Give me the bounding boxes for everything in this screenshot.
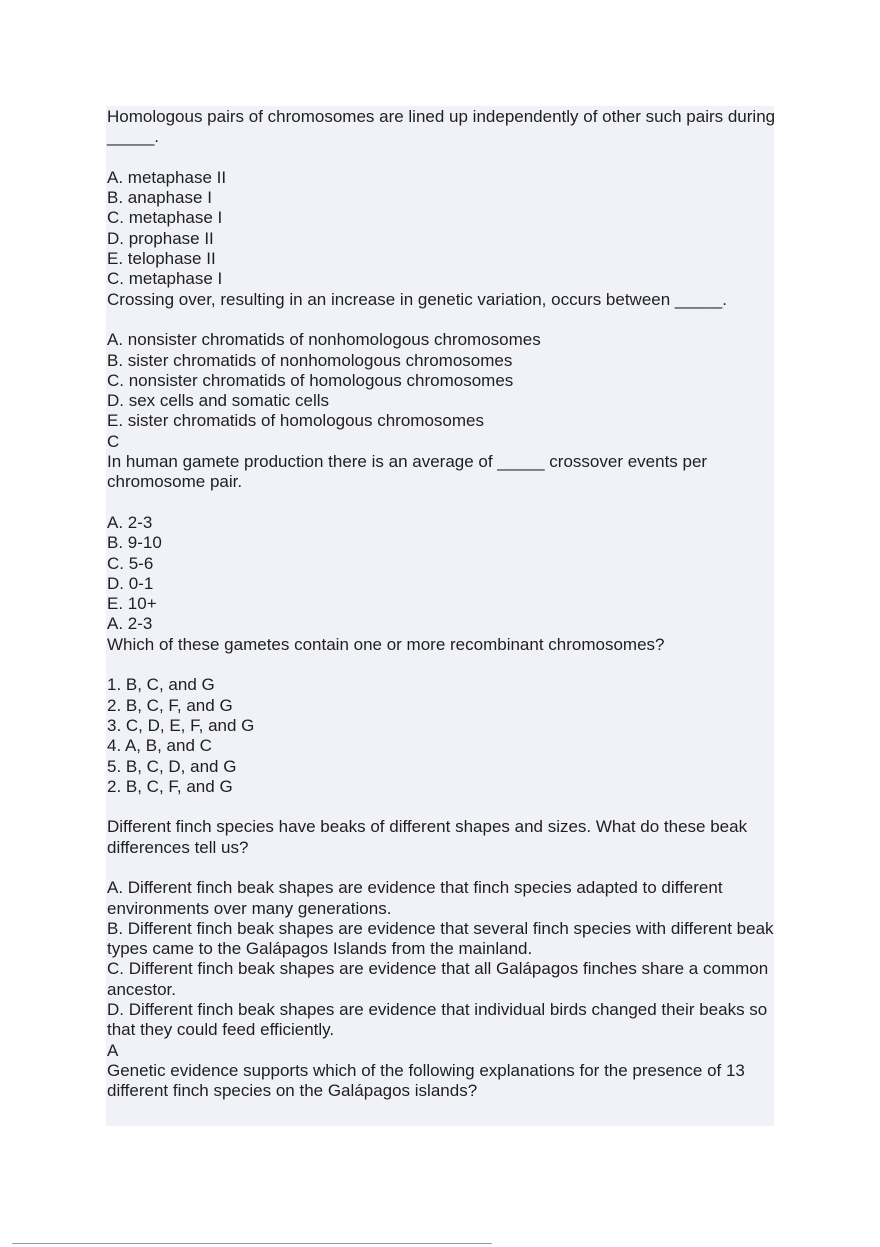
- document-body: [107, 107, 780, 1102]
- answer-key: 2. B, C, F, and G: [107, 776, 233, 796]
- answer-option: E. sister chromatids of homologous chromosomes: [107, 411, 484, 431]
- answer-option: C. Different finch beak shapes are evidence that all Galápagos finches share a common ancestor.: [107, 959, 773, 999]
- question-prompt: Which of these gametes contain one or more recombinant chromosomes?: [107, 634, 665, 654]
- answer-option: D. 0-1: [107, 573, 154, 593]
- answer-option: 3. C, D, E, F, and G: [107, 715, 255, 735]
- answer-option: B. anaphase I: [107, 188, 212, 208]
- answer-option: E. 10+: [107, 594, 157, 614]
- answer-option: A. 2-3: [107, 512, 153, 532]
- answer-option: C. metaphase I: [107, 208, 223, 228]
- answer-option: B. 9-10: [107, 533, 162, 553]
- answer-option: D. Different finch beak shapes are evidence that individual birds changed their beaks so that they could feed efficiently.: [107, 1000, 772, 1040]
- answer-option: C. nonsister chromatids of homologous chromosomes: [107, 370, 514, 390]
- answer-option: 5. B, C, D, and G: [107, 756, 237, 776]
- question-prompt: Crossing over, resulting in an increase in genetic variation, occurs between _____.: [107, 289, 727, 309]
- question-prompt: Homologous pairs of chromosomes are lined up independently of other such pairs during _____.: [107, 107, 780, 147]
- answer-key: A: [107, 1040, 119, 1060]
- answer-key: A. 2-3: [107, 614, 153, 634]
- footer-divider: [12, 1243, 492, 1244]
- answer-option: A. Different finch beak shapes are evidence that finch species adapted to different environments over many generations.: [107, 878, 728, 918]
- question-prompt: In human gamete production there is an average of _____ crossover events per chromosome pair.: [107, 452, 712, 492]
- question-prompt: Different finch species have beaks of different shapes and sizes. What do these beak differences tell us?: [107, 817, 752, 857]
- answer-option: B. Different finch beak shapes are evidence that several finch species with different beak types came to the Galápagos Islands from the mainland.: [107, 918, 779, 959]
- answer-option: A. metaphase II: [107, 167, 227, 187]
- answer-option: E. telophase II: [107, 249, 216, 269]
- answer-option: 2. B, C, F, and G: [107, 695, 233, 715]
- answer-option: 4. A, B, and C: [107, 736, 212, 756]
- answer-key: C. metaphase I: [107, 269, 223, 289]
- answer-key: C: [107, 431, 120, 451]
- answer-option: C. 5-6: [107, 553, 154, 573]
- answer-option: D. sex cells and somatic cells: [107, 391, 330, 411]
- answer-option: B. sister chromatids of nonhomologous chromosomes: [107, 350, 513, 370]
- answer-option: A. nonsister chromatids of nonhomologous chromosomes: [107, 330, 541, 350]
- answer-option: D. prophase II: [107, 228, 214, 248]
- answer-option: 1. B, C, and G: [107, 675, 215, 695]
- question-prompt: Genetic evidence supports which of the following explanations for the presence of 13 different finch species on the Galápagos islands?: [107, 1060, 750, 1101]
